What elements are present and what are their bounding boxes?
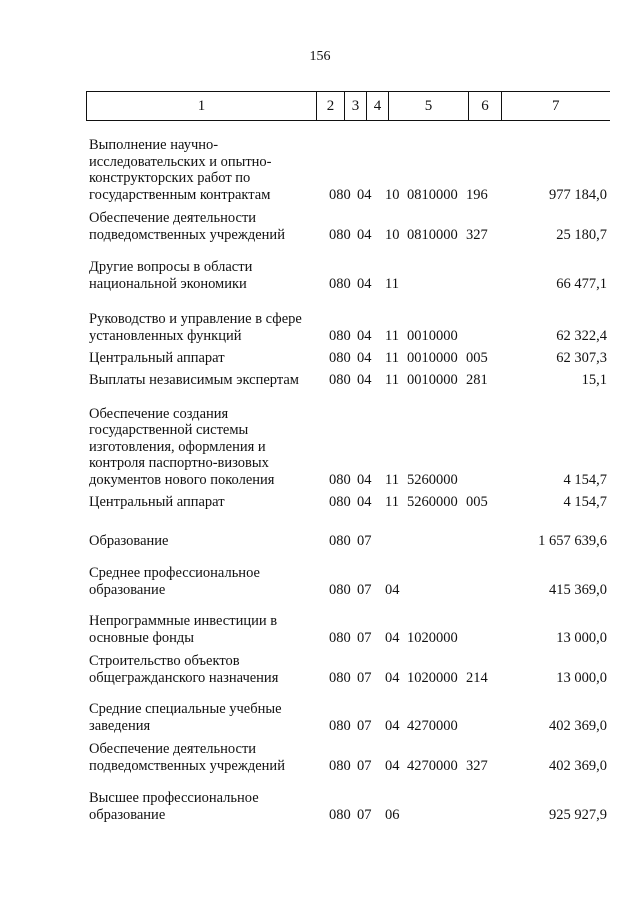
cell-c7: 15,1	[581, 371, 607, 388]
row-name	[89, 533, 324, 550]
column-header-5: 5	[389, 92, 469, 121]
cell-c5: 4270000	[407, 717, 458, 734]
cell-c7: 62 322,4	[556, 327, 607, 344]
cell-c5: 1020000	[407, 629, 458, 646]
row-name-line: Обеспечение деятельности	[89, 210, 257, 226]
cell-c2: 080	[329, 275, 351, 292]
cell-c3: 04	[357, 186, 372, 203]
cell-c7: 1 657 639,6	[538, 532, 607, 549]
row-name	[89, 653, 324, 686]
row-name-line: Непрограммные инвестиции в	[89, 613, 278, 629]
row-name	[89, 259, 324, 292]
table-row	[0, 741, 640, 774]
row-name-line: изготовления, оформления и	[89, 438, 266, 455]
cell-c7: 925 927,9	[549, 806, 607, 823]
cell-c5: 5260000	[407, 493, 458, 510]
cell-c5: 0810000	[407, 186, 458, 203]
row-name	[89, 350, 324, 367]
row-name-line: образование	[89, 581, 166, 598]
row-name-line: исследовательских и опытно-	[89, 153, 272, 170]
cell-c7: 402 369,0	[549, 757, 607, 774]
row-name-line: государственным контрактам	[89, 186, 271, 203]
cell-c3: 04	[357, 371, 372, 388]
table-row	[0, 406, 640, 489]
cell-c6: 196	[466, 186, 488, 203]
cell-c5: 0810000	[407, 226, 458, 243]
row-name	[89, 372, 324, 389]
cell-c3: 04	[357, 349, 372, 366]
cell-c2: 080	[329, 532, 351, 549]
row-name	[89, 701, 324, 734]
row-name	[89, 494, 324, 511]
cell-c3: 04	[357, 471, 372, 488]
cell-c7: 4 154,7	[563, 471, 607, 488]
cell-c7: 62 307,3	[556, 349, 607, 366]
cell-c7: 13 000,0	[556, 629, 607, 646]
table-row	[0, 653, 640, 686]
row-name-line: государственной системы	[89, 422, 249, 438]
row-name-line: документов нового поколения	[89, 471, 275, 488]
cell-c2: 080	[329, 186, 351, 203]
cell-c4: 04	[385, 581, 400, 598]
column-header-2: 2	[317, 92, 345, 121]
cell-c7: 977 184,0	[549, 186, 607, 203]
cell-c3: 04	[357, 327, 372, 344]
cell-c5: 4270000	[407, 757, 458, 774]
cell-c2: 080	[329, 226, 351, 243]
cell-c2: 080	[329, 717, 351, 734]
table-row	[0, 613, 640, 646]
table-row	[0, 210, 640, 243]
cell-c3: 07	[357, 581, 372, 598]
row-name	[89, 613, 324, 646]
cell-c5: 1020000	[407, 669, 458, 686]
row-name-line: Средние специальные учебные	[89, 701, 282, 717]
cell-c3: 07	[357, 532, 372, 549]
cell-c7: 13 000,0	[556, 669, 607, 686]
cell-c2: 080	[329, 493, 351, 510]
cell-c6: 214	[466, 669, 488, 686]
cell-c4: 04	[385, 629, 400, 646]
row-name-line: контроля паспортно-визовых	[89, 455, 269, 471]
cell-c3: 04	[357, 226, 372, 243]
table-row	[0, 701, 640, 734]
row-name-line: Высшее профессиональное	[89, 790, 259, 806]
cell-c7: 66 477,1	[556, 275, 607, 292]
row-name	[89, 790, 324, 823]
cell-c4: 10	[385, 186, 400, 203]
column-header-7: 7	[502, 92, 610, 121]
row-name-line: основные фонды	[89, 629, 194, 646]
cell-c2: 080	[329, 806, 351, 823]
row-name-line: подведомственных учреждений	[89, 226, 285, 243]
cell-c4: 04	[385, 757, 400, 774]
table-row	[0, 137, 640, 203]
page-number: 156	[309, 49, 331, 64]
row-name-line: заведения	[89, 717, 151, 734]
cell-c4: 11	[385, 349, 399, 366]
table-row	[0, 259, 640, 292]
table-row	[0, 372, 640, 389]
row-name-line: Обеспечение создания	[89, 405, 229, 422]
cell-c5: 5260000	[407, 471, 458, 488]
row-name-line: подведомственных учреждений	[89, 757, 285, 774]
cell-c3: 04	[357, 275, 372, 292]
cell-c6: 005	[466, 493, 488, 510]
cell-c6: 327	[466, 757, 488, 774]
row-name-line: Руководство и управление в сфере	[89, 311, 302, 327]
row-name-line: Выплаты независимым экспертам	[89, 371, 299, 388]
cell-c3: 04	[357, 493, 372, 510]
row-name-line: Строительство объектов	[89, 653, 240, 669]
cell-c2: 080	[329, 471, 351, 488]
row-name	[89, 137, 324, 203]
column-header-row	[87, 92, 610, 121]
table-row	[0, 533, 640, 550]
row-name	[89, 210, 324, 243]
cell-c2: 080	[329, 371, 351, 388]
cell-c5: 0010000	[407, 327, 458, 344]
column-header-4: 4	[367, 92, 389, 121]
column-header-table	[86, 91, 610, 121]
row-name-line: установленных функций	[89, 327, 242, 344]
row-name	[89, 741, 324, 774]
cell-c2: 080	[329, 757, 351, 774]
cell-c3: 07	[357, 757, 372, 774]
cell-c4: 11	[385, 275, 399, 292]
cell-c5: 0010000	[407, 371, 458, 388]
row-name-line: Другие вопросы в области	[89, 259, 253, 275]
column-header-1: 1	[87, 92, 317, 121]
cell-c4: 04	[385, 669, 400, 686]
row-name-line: Среднее профессиональное	[89, 565, 260, 581]
cell-c4: 04	[385, 717, 400, 734]
cell-c7: 402 369,0	[549, 717, 607, 734]
table-row	[0, 350, 640, 367]
cell-c3: 07	[357, 669, 372, 686]
row-name-line: образование	[89, 806, 166, 823]
row-name	[89, 311, 324, 344]
table-row	[0, 494, 640, 511]
row-name-line: Обеспечение деятельности	[89, 741, 257, 757]
row-name-line: Образование	[89, 532, 169, 549]
cell-c2: 080	[329, 669, 351, 686]
row-name-line: Центральный аппарат	[89, 493, 225, 510]
cell-c3: 07	[357, 629, 372, 646]
cell-c4: 10	[385, 226, 400, 243]
cell-c2: 080	[329, 629, 351, 646]
cell-c4: 11	[385, 327, 399, 344]
cell-c6: 005	[466, 349, 488, 366]
row-name	[89, 406, 324, 489]
cell-c3: 07	[357, 717, 372, 734]
cell-c7: 415 369,0	[549, 581, 607, 598]
cell-c5: 0010000	[407, 349, 458, 366]
cell-c4: 11	[385, 371, 399, 388]
row-name-line: Центральный аппарат	[89, 349, 225, 366]
row-name-line: конструкторских работ по	[89, 170, 251, 186]
row-name-line: Выполнение научно-	[89, 137, 219, 153]
table-row	[0, 565, 640, 598]
cell-c3: 07	[357, 806, 372, 823]
cell-c4: 11	[385, 471, 399, 488]
row-name	[89, 565, 324, 598]
cell-c6: 281	[466, 371, 488, 388]
row-name-line: национальной экономики	[89, 275, 247, 292]
column-header-6: 6	[469, 92, 502, 121]
table-row	[0, 790, 640, 823]
column-header-3: 3	[345, 92, 367, 121]
cell-c7: 25 180,7	[556, 226, 607, 243]
cell-c4: 06	[385, 806, 400, 823]
cell-c2: 080	[329, 581, 351, 598]
cell-c2: 080	[329, 327, 351, 344]
cell-c4: 11	[385, 493, 399, 510]
cell-c2: 080	[329, 349, 351, 366]
cell-c6: 327	[466, 226, 488, 243]
table-row	[0, 311, 640, 344]
cell-c7: 4 154,7	[563, 493, 607, 510]
row-name-line: общегражданского назначения	[89, 669, 279, 686]
